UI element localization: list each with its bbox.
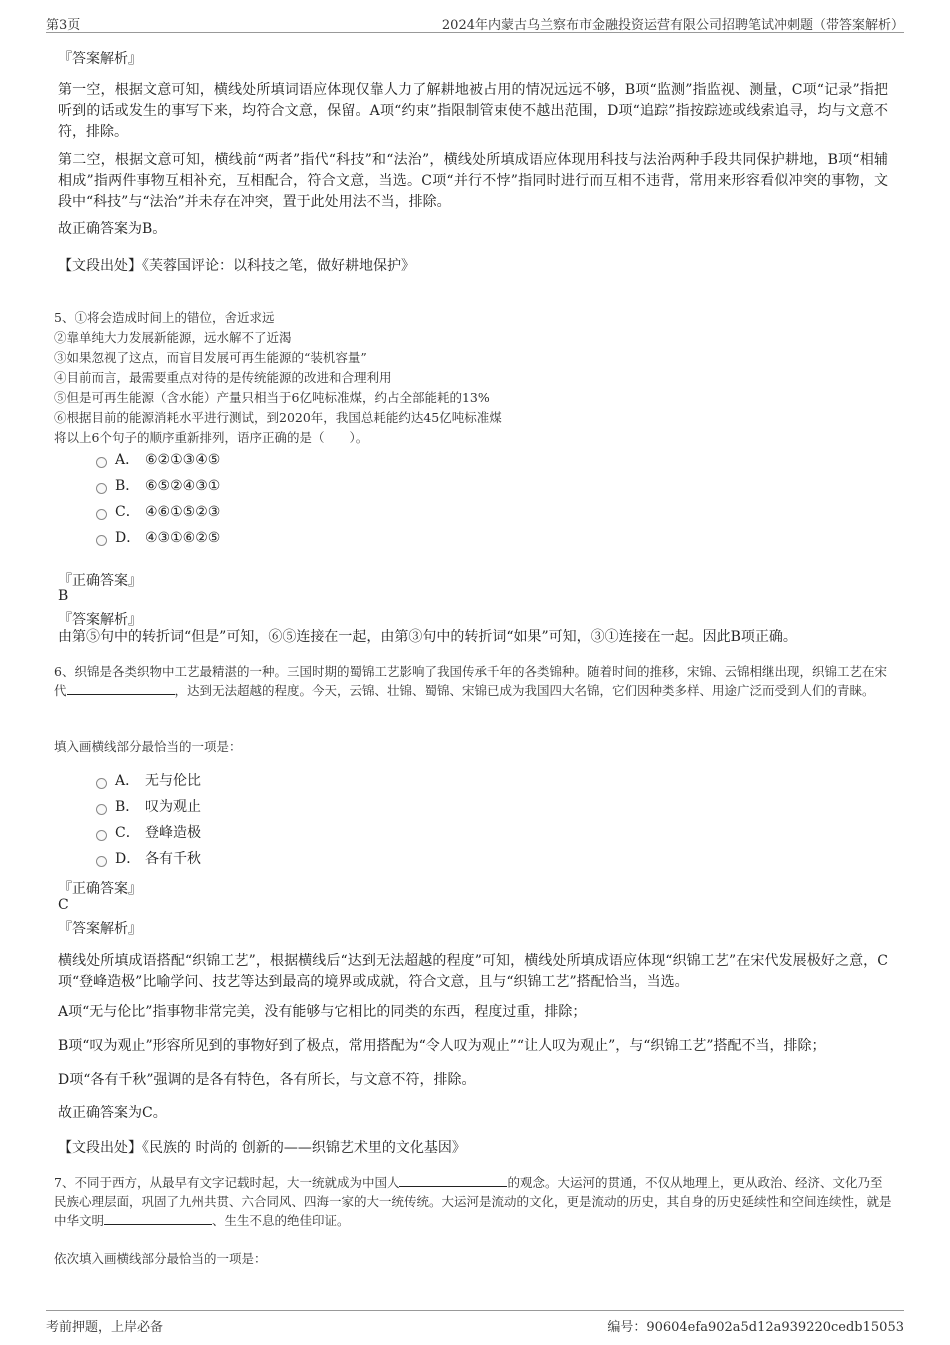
q5-option-b[interactable]: B． ⑥⑤②④③① — [96, 476, 220, 496]
page-footer — [46, 1310, 904, 1335]
source-prefix: 【文段出处】 — [58, 258, 142, 274]
q5-correct-label: 『正确答案』 — [58, 573, 142, 589]
q6-analysis-para3: B项“叹为观止”形容所见到的事物好到了极点，常用搭配为“令人叹为观止”“让人叹为观止”，与“织锦工艺”搭配不当，排除； — [58, 1038, 826, 1054]
source-prefix: 【文段出处】 — [58, 1140, 142, 1156]
q5-line-4: ④目前而言，最需要重点对待的是传统能源的改进和合理利用 — [54, 370, 392, 385]
fill-blank — [399, 1173, 507, 1187]
radio-icon[interactable] — [96, 535, 107, 546]
q6-option-c[interactable]: C． 登峰造极 — [96, 823, 201, 843]
q4-source — [58, 255, 415, 275]
q5-line-6: ⑥根据目前的能源消耗水平进行测试，到2020年，我国总耗能约达45亿吨标准煤 — [54, 410, 502, 425]
radio-icon[interactable] — [96, 856, 107, 867]
q5-answer: B — [58, 588, 69, 604]
q6-prompt: 填入画横线部分最恰当的一项是： — [54, 739, 242, 754]
source-title: 《民族的 时尚的 创新的——织锦艺术里的文化基因》 — [142, 1140, 466, 1156]
q4-analysis-label: 『答案解析』 — [58, 51, 142, 67]
q6-option-a[interactable]: A． 无与伦比 — [96, 771, 201, 791]
q5-prompt: 将以上6个句子的顺序重新排列，语序正确的是（ ）。 — [54, 430, 369, 445]
q5-line-2: ②靠单纯大力发展新能源，远水解不了近渴 — [54, 330, 292, 345]
q6-option-d[interactable]: D． 各有千秋 — [96, 849, 201, 869]
q5-line-5: ⑤但是可再生能源（含水能）产量只相当于6亿吨标准煤，约占全部能耗的13% — [54, 390, 490, 405]
q5-analysis: 由第⑤句中的转折词“但是”可知，⑥⑤连接在一起，由第③句中的转折词“如果”可知，③①连接在一起。因此B项正确。 — [58, 629, 797, 645]
q4-analysis-para2: 第二空，根据文意可知，横线前“两者”指代“科技”和“法治”，横线处所填成语应体现用科技与法治两种手段共同保护耕地，B项“相辅相成”指两件事物互相补充，互相配合，符合文意，当选。C项“并行不悖”指同时进行而互相不违背，常用来形容看似冲突的事物，文段中“科技”与“法治”并未存在冲突，置于此处用法不当，排除。 — [58, 152, 888, 210]
q5-option-d[interactable]: D． ④③①⑥②⑤ — [96, 528, 220, 548]
q7-stem: 7、不同于西方，从最早有文字记载时起，大一统就成为中国人 的观念。大运河的贯通，不仅从地理上，更从政治、经济、文化乃至民族心理层面，巩固了九州共贯、六合同风、四海一家的大一统传统。大运河是流动的文化，更是流动的历史，其自身的历史延续性和空间连续性，就是中华文明 、生生不息的绝佳印证。 — [54, 1175, 892, 1228]
page-header — [46, 10, 904, 33]
q6-stem: 6、织锦是各类织物中工艺最精湛的一种。三国时期的蜀锦工艺影响了我国传承千年的各类锦种。随着时间的推移，宋锦、云锦相继出现，织锦工艺在宋代 ，达到无法超越的程度。今天，云锦、壮锦、蜀锦、宋锦已成为我国四大名锦，它们因种类多样、用途广泛而受到人们的青睐。 — [54, 664, 887, 698]
q6-analysis-para2: A项“无与伦比”指事物非常完美，没有能够与它相比的同类的东西，程度过重，排除； — [58, 1004, 587, 1020]
footer-slogan: 考前押题，上岸必备 — [46, 1320, 164, 1335]
document-title: 2024年内蒙古乌兰察布市金融投资运营有限公司招聘笔试冲刺题（带答案解析） — [441, 18, 904, 33]
q6-analysis-para1: 横线处所填成语搭配“织锦工艺”，根据横线后“达到无法超越的程度”可知，横线处所填成语应体现“织锦工艺”在宋代发展极好之意，C项“登峰造极”比喻学问、技艺等达到最高的境界或成就，符合文意，且与“织锦工艺”搭配恰当，当选。 — [58, 953, 888, 990]
q5-line-1: 5、①将会造成时间上的错位，舍近求远 — [54, 310, 275, 325]
page-number: 第3页 — [46, 18, 81, 33]
q6-analysis-para4: D项“各有千秋”强调的是各有特色，各有所长，与文意不符，排除。 — [58, 1072, 476, 1088]
radio-icon[interactable] — [96, 804, 107, 815]
q7-prompt: 依次填入画横线部分最恰当的一项是： — [54, 1251, 267, 1266]
q6-correct-label: 『正确答案』 — [58, 881, 142, 897]
radio-icon[interactable] — [96, 778, 107, 789]
q4-conclusion: 故正确答案为B。 — [58, 221, 167, 237]
radio-icon[interactable] — [96, 830, 107, 841]
q6-conclusion: 故正确答案为C。 — [58, 1105, 167, 1121]
fill-blank — [104, 1211, 212, 1225]
q5-line-3: ③如果忽视了这点，而盲目发展可再生能源的“装机容量” — [54, 350, 367, 365]
q4-analysis-para1: 第一空，根据文意可知，横线处所填词语应体现仅靠人力了解耕地被占用的情况远远不够，B项“监测”指监视、测量，C项“记录”指把听到的话或发生的事写下来，均符合文意，保留。A项“约束”指限制管束使不越出范围，D项“追踪”指按踪迹或线索追寻，均与文意不符，排除。 — [58, 82, 888, 140]
q5-option-a[interactable]: A． ⑥②①③④⑤ — [96, 450, 220, 470]
source-title: 《芙蓉国评论：以科技之笔，做好耕地保护》 — [142, 258, 415, 274]
q6-answer: C — [58, 897, 69, 913]
radio-icon[interactable] — [96, 483, 107, 494]
radio-icon[interactable] — [96, 509, 107, 520]
radio-icon[interactable] — [96, 457, 107, 468]
q5-option-c[interactable]: C． ④⑥①⑤②③ — [96, 502, 220, 522]
q5-analysis-label: 『答案解析』 — [58, 612, 142, 628]
document-code: 编号：90604efa902a5d12a939220cedb15053 — [607, 1320, 904, 1335]
q6-analysis-label: 『答案解析』 — [58, 921, 142, 937]
fill-blank — [67, 681, 175, 695]
q6-source — [58, 1137, 466, 1157]
q6-option-b[interactable]: B． 叹为观止 — [96, 797, 201, 817]
